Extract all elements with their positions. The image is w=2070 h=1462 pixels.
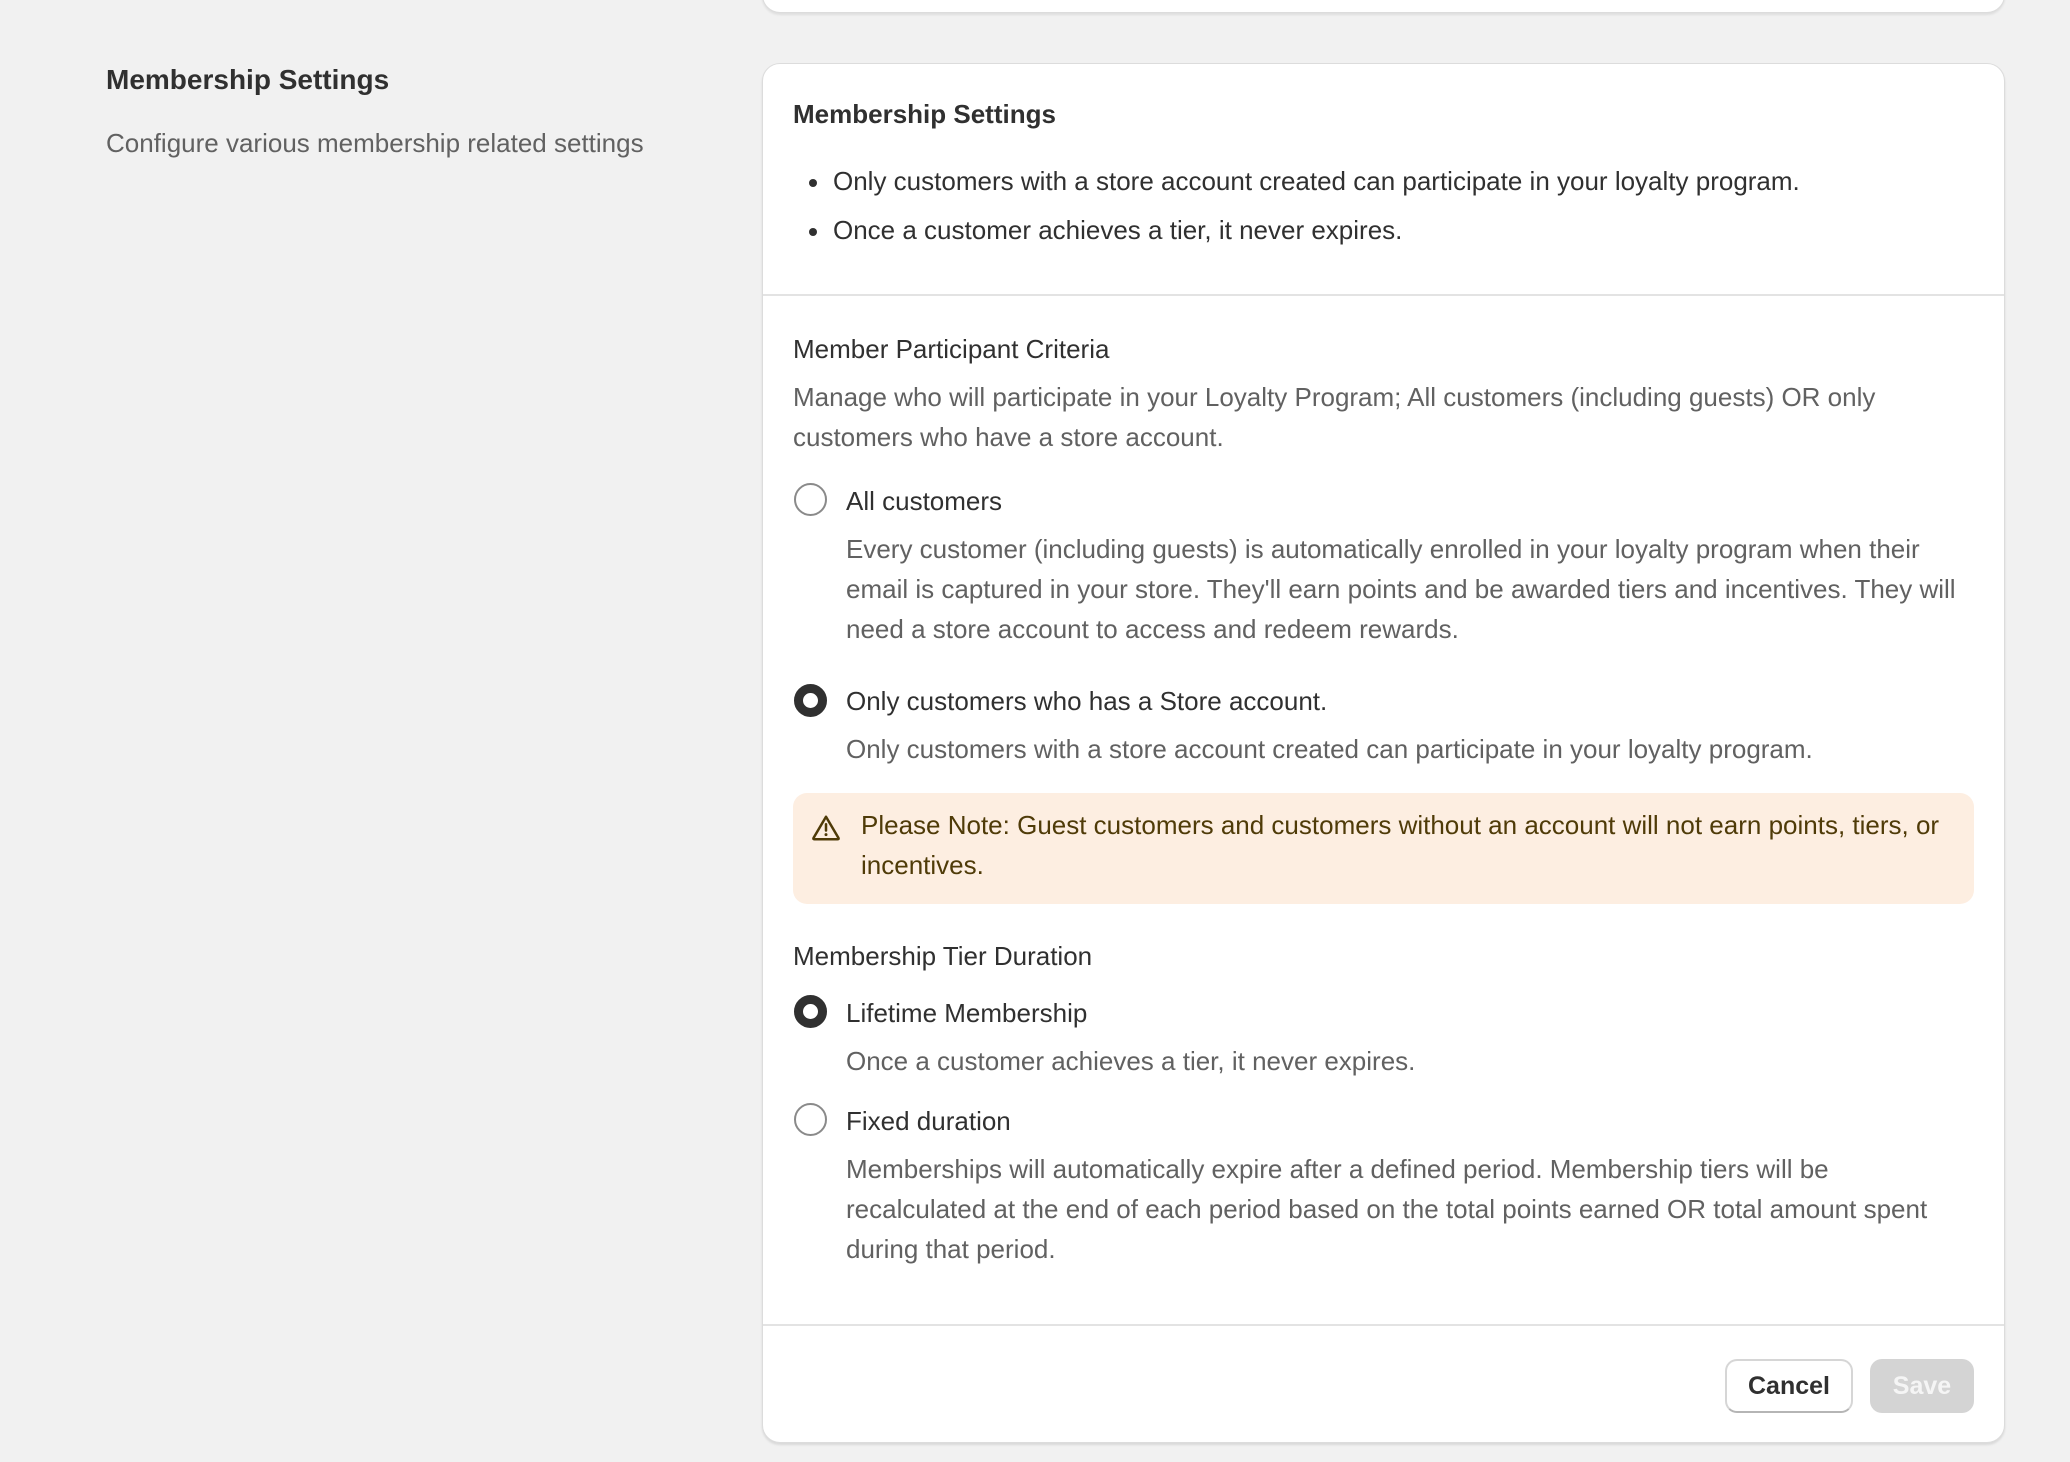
warning-text: Please Note: Guest customers and customers without an account will not earn points, tiers, or incentives. bbox=[861, 810, 1940, 880]
section-title: Membership Settings bbox=[106, 64, 390, 95]
warning-icon bbox=[811, 813, 841, 843]
duration-heading: Membership Tier Duration bbox=[793, 941, 1093, 971]
info-bullets bbox=[793, 166, 1800, 264]
criteria-heading: Member Participant Criteria bbox=[793, 334, 1110, 364]
fixed-duration-description: Memberships will automatically expire after a defined period. Membership tiers will be recalculated at the end of each period based on the total points earned OR total amount spent during that period. bbox=[846, 1154, 1928, 1264]
cancel-button[interactable]: Cancel bbox=[1725, 1359, 1853, 1413]
radio-label-store-account-only[interactable]: Only customers who has a Store account. bbox=[846, 686, 1328, 716]
previous-card bbox=[762, 0, 2005, 13]
section-description: Configure various membership related settings bbox=[106, 128, 644, 158]
all-customers-description: Every customer (including guests) is automatically enrolled in your loyalty program when their email is captured in your store. They'll earn points and be awarded tiers and incentives. They will need a store account to access and redeem rewards. bbox=[846, 534, 1956, 644]
store-account-description: Only customers with a store account created can participate in your loyalty program. bbox=[846, 734, 1813, 764]
save-button[interactable]: Save bbox=[1870, 1359, 1974, 1413]
bullet-item: Once a customer achieves a tier, it never expires. bbox=[793, 215, 1800, 264]
warning-banner bbox=[793, 793, 1974, 904]
radio-fixed-duration[interactable] bbox=[794, 1103, 827, 1136]
bullet-item: Only customers with a store account created can participate in your loyalty program. bbox=[793, 166, 1800, 215]
divider bbox=[763, 294, 2004, 296]
lifetime-description: Once a customer achieves a tier, it never expires. bbox=[846, 1046, 1416, 1076]
radio-label-lifetime-membership[interactable]: Lifetime Membership bbox=[846, 998, 1088, 1028]
membership-settings-card bbox=[762, 63, 2005, 1443]
criteria-description: Manage who will participate in your Loyalty Program; All customers (including guests) OR only customers who have a store account. bbox=[793, 382, 1876, 452]
radio-lifetime-membership[interactable] bbox=[794, 995, 827, 1028]
radio-label-fixed-duration[interactable]: Fixed duration bbox=[846, 1106, 1011, 1136]
radio-label-all-customers[interactable]: All customers bbox=[846, 486, 1003, 516]
footer-divider bbox=[763, 1324, 2004, 1326]
radio-all-customers[interactable] bbox=[794, 483, 827, 516]
card-title: Membership Settings bbox=[793, 99, 1056, 129]
radio-store-account-only[interactable] bbox=[794, 684, 827, 717]
